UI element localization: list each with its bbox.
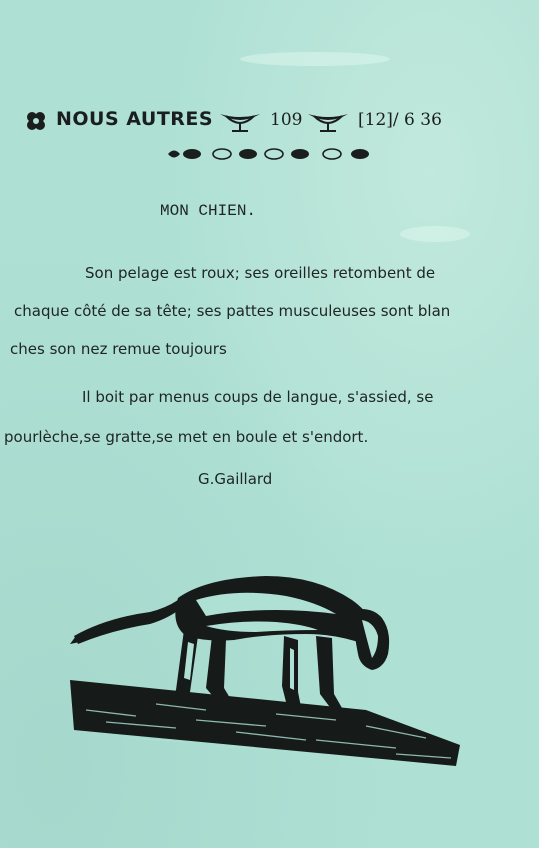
paper-emboss-mark [240, 52, 390, 66]
poem-title: MON CHIEN. [160, 202, 257, 220]
author-signature: G.Gaillard [198, 470, 273, 488]
issue-number: 109 [270, 110, 303, 130]
poem-line: pourlèche,se gratte,se met en boule et s'endort. [4, 428, 369, 446]
journal-title: NOUS AUTRES [56, 108, 214, 130]
poem-line: chaque côté de sa tête; ses pattes musculeuses sont blan [14, 302, 451, 320]
lamp-ornament-icon [306, 110, 350, 134]
poem-line: ches son nez remue toujours [10, 340, 227, 358]
lamp-ornament-icon [218, 110, 262, 134]
dog-woodcut-illustration [66, 570, 460, 770]
ornament-dot-row [166, 145, 376, 163]
fleuron-icon [24, 110, 48, 132]
poem-line: Il boit par menus coups de langue, s'assied, se [82, 388, 434, 406]
issue-date: [12]/ 6 36 [358, 110, 442, 130]
paper-emboss-mark [400, 226, 470, 242]
journal-header [24, 108, 464, 136]
poem-line: Son pelage est roux; ses oreilles retombent de [85, 264, 436, 282]
